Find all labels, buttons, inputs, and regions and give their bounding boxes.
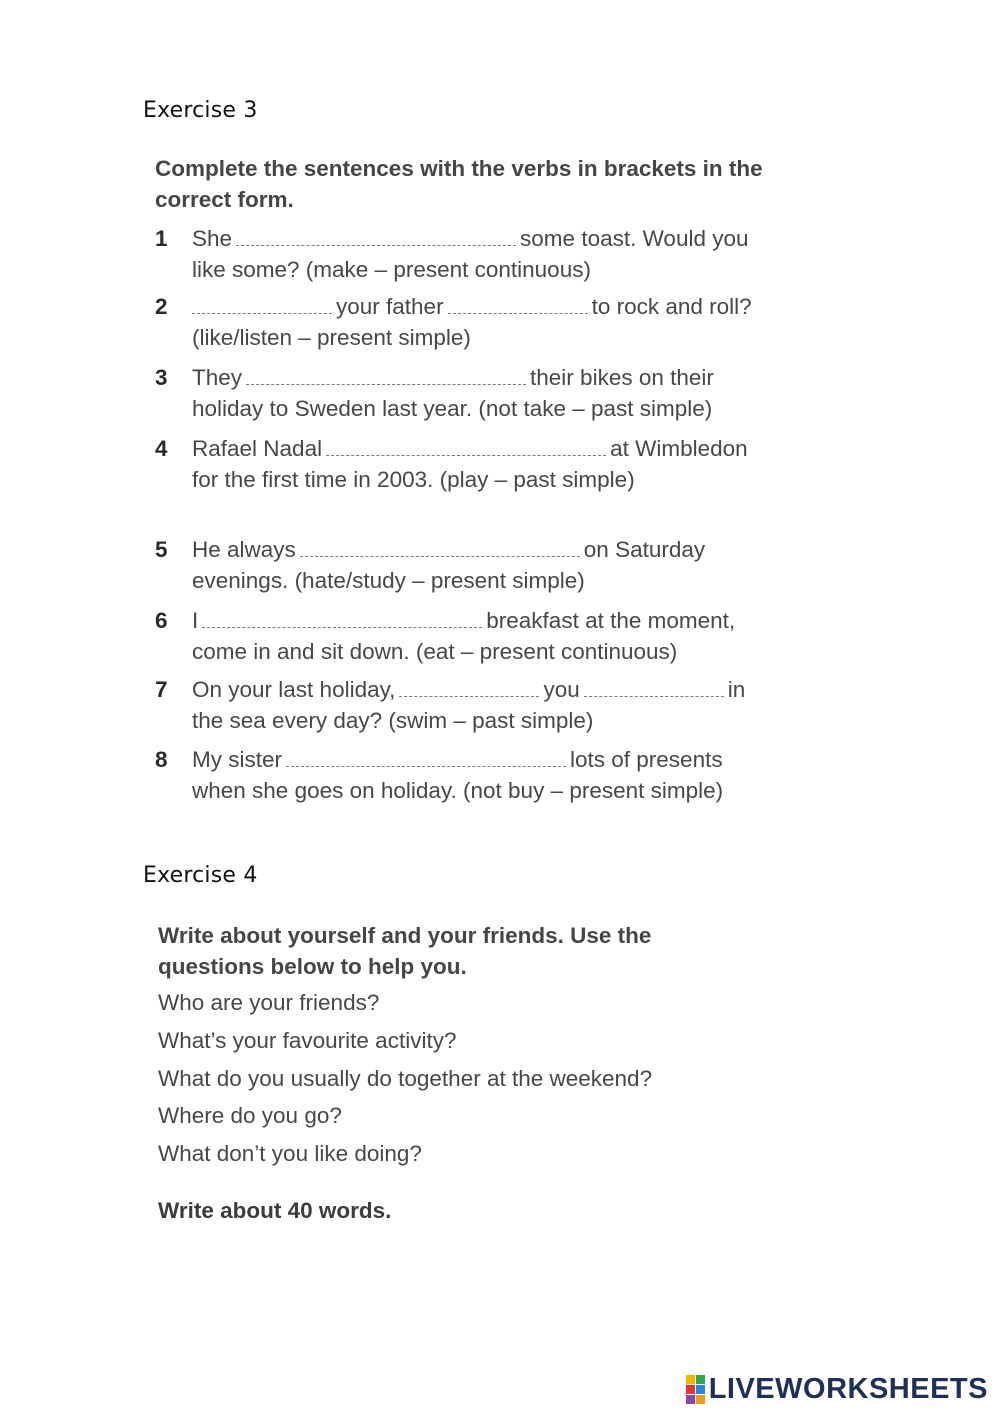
answer-blank[interactable]	[286, 748, 566, 767]
exercise-item-4	[155, 434, 765, 495]
item-text: She	[192, 226, 233, 251]
item-text: their bikes on their holiday to Sweden last year. (not take – past simple)	[192, 365, 714, 421]
guiding-question: Where do you go?	[158, 1103, 342, 1128]
item-text: you	[543, 677, 580, 702]
item-number: 7	[155, 677, 168, 702]
liveworksheets-brand	[686, 1373, 988, 1406]
answer-blank[interactable]	[448, 295, 588, 314]
item-text: at Wimbledon for the first time in 2003. (play – past simple)	[192, 436, 748, 492]
answer-blank[interactable]	[202, 609, 482, 628]
exercise-item-6	[155, 606, 765, 667]
item-number: 8	[155, 747, 168, 772]
guiding-question: What’s your favourite activity?	[158, 1028, 457, 1053]
item-text: On your last holiday,	[192, 677, 396, 702]
item-text: They	[192, 365, 243, 390]
item-text: My sister	[192, 747, 282, 772]
answer-blank[interactable]	[236, 227, 516, 246]
item-number: 4	[155, 436, 168, 461]
exercise-3-title: Exercise 3	[143, 98, 258, 123]
exercise-item-7	[155, 675, 765, 736]
item-number: 6	[155, 608, 168, 633]
exercise-item-3	[155, 363, 765, 424]
answer-blank[interactable]	[326, 437, 606, 456]
guiding-question: Who are your friends?	[158, 990, 380, 1015]
guiding-question: What do you usually do together at the weekend?	[158, 1066, 653, 1091]
answer-blank[interactable]	[246, 366, 526, 385]
item-text: I	[192, 608, 199, 633]
exercise-item-5	[155, 535, 765, 596]
item-number: 2	[155, 294, 168, 319]
item-text: in the sea every day? (swim – past simple)	[192, 677, 746, 733]
exercise-item-1	[155, 224, 765, 285]
guiding-question: What don’t you like doing?	[158, 1141, 422, 1166]
item-text: Rafael Nadal	[192, 436, 323, 461]
item-text: to rock and roll? (like/listen – present simple)	[192, 294, 752, 350]
exercise-3-instruction: Complete the sentences with the verbs in brackets in the correct form.	[155, 156, 763, 212]
exercise-4-instruction: Write about yourself and your friends. Use the questions below to help you.	[158, 923, 652, 979]
item-number: 5	[155, 537, 168, 562]
exercise-item-2	[155, 292, 765, 353]
item-number: 1	[155, 226, 168, 251]
word-count-note: Write about 40 words.	[158, 1198, 392, 1223]
item-text: breakfast at the moment, come in and sit down. (eat – present continuous)	[192, 608, 736, 664]
answer-blank[interactable]	[399, 678, 539, 697]
item-text: He always	[192, 537, 296, 562]
item-text: lots of presents when she goes on holiday. (not buy – present simple)	[192, 747, 724, 803]
answer-blank[interactable]	[584, 678, 724, 697]
item-text: some toast. Would you like some? (make – present continuous)	[192, 226, 749, 282]
exercise-4-title: Exercise 4	[143, 863, 258, 888]
exercise-item-8	[155, 745, 765, 806]
answer-blank[interactable]	[192, 295, 332, 314]
brand-name: LIVEWORKSHEETS	[708, 1373, 988, 1405]
item-text: your father	[336, 294, 444, 319]
item-text: on Saturday evenings. (hate/study – present simple)	[192, 537, 706, 593]
liveworksheets-logo-icon	[686, 1375, 705, 1404]
item-number: 3	[155, 365, 168, 390]
answer-blank[interactable]	[300, 538, 580, 557]
